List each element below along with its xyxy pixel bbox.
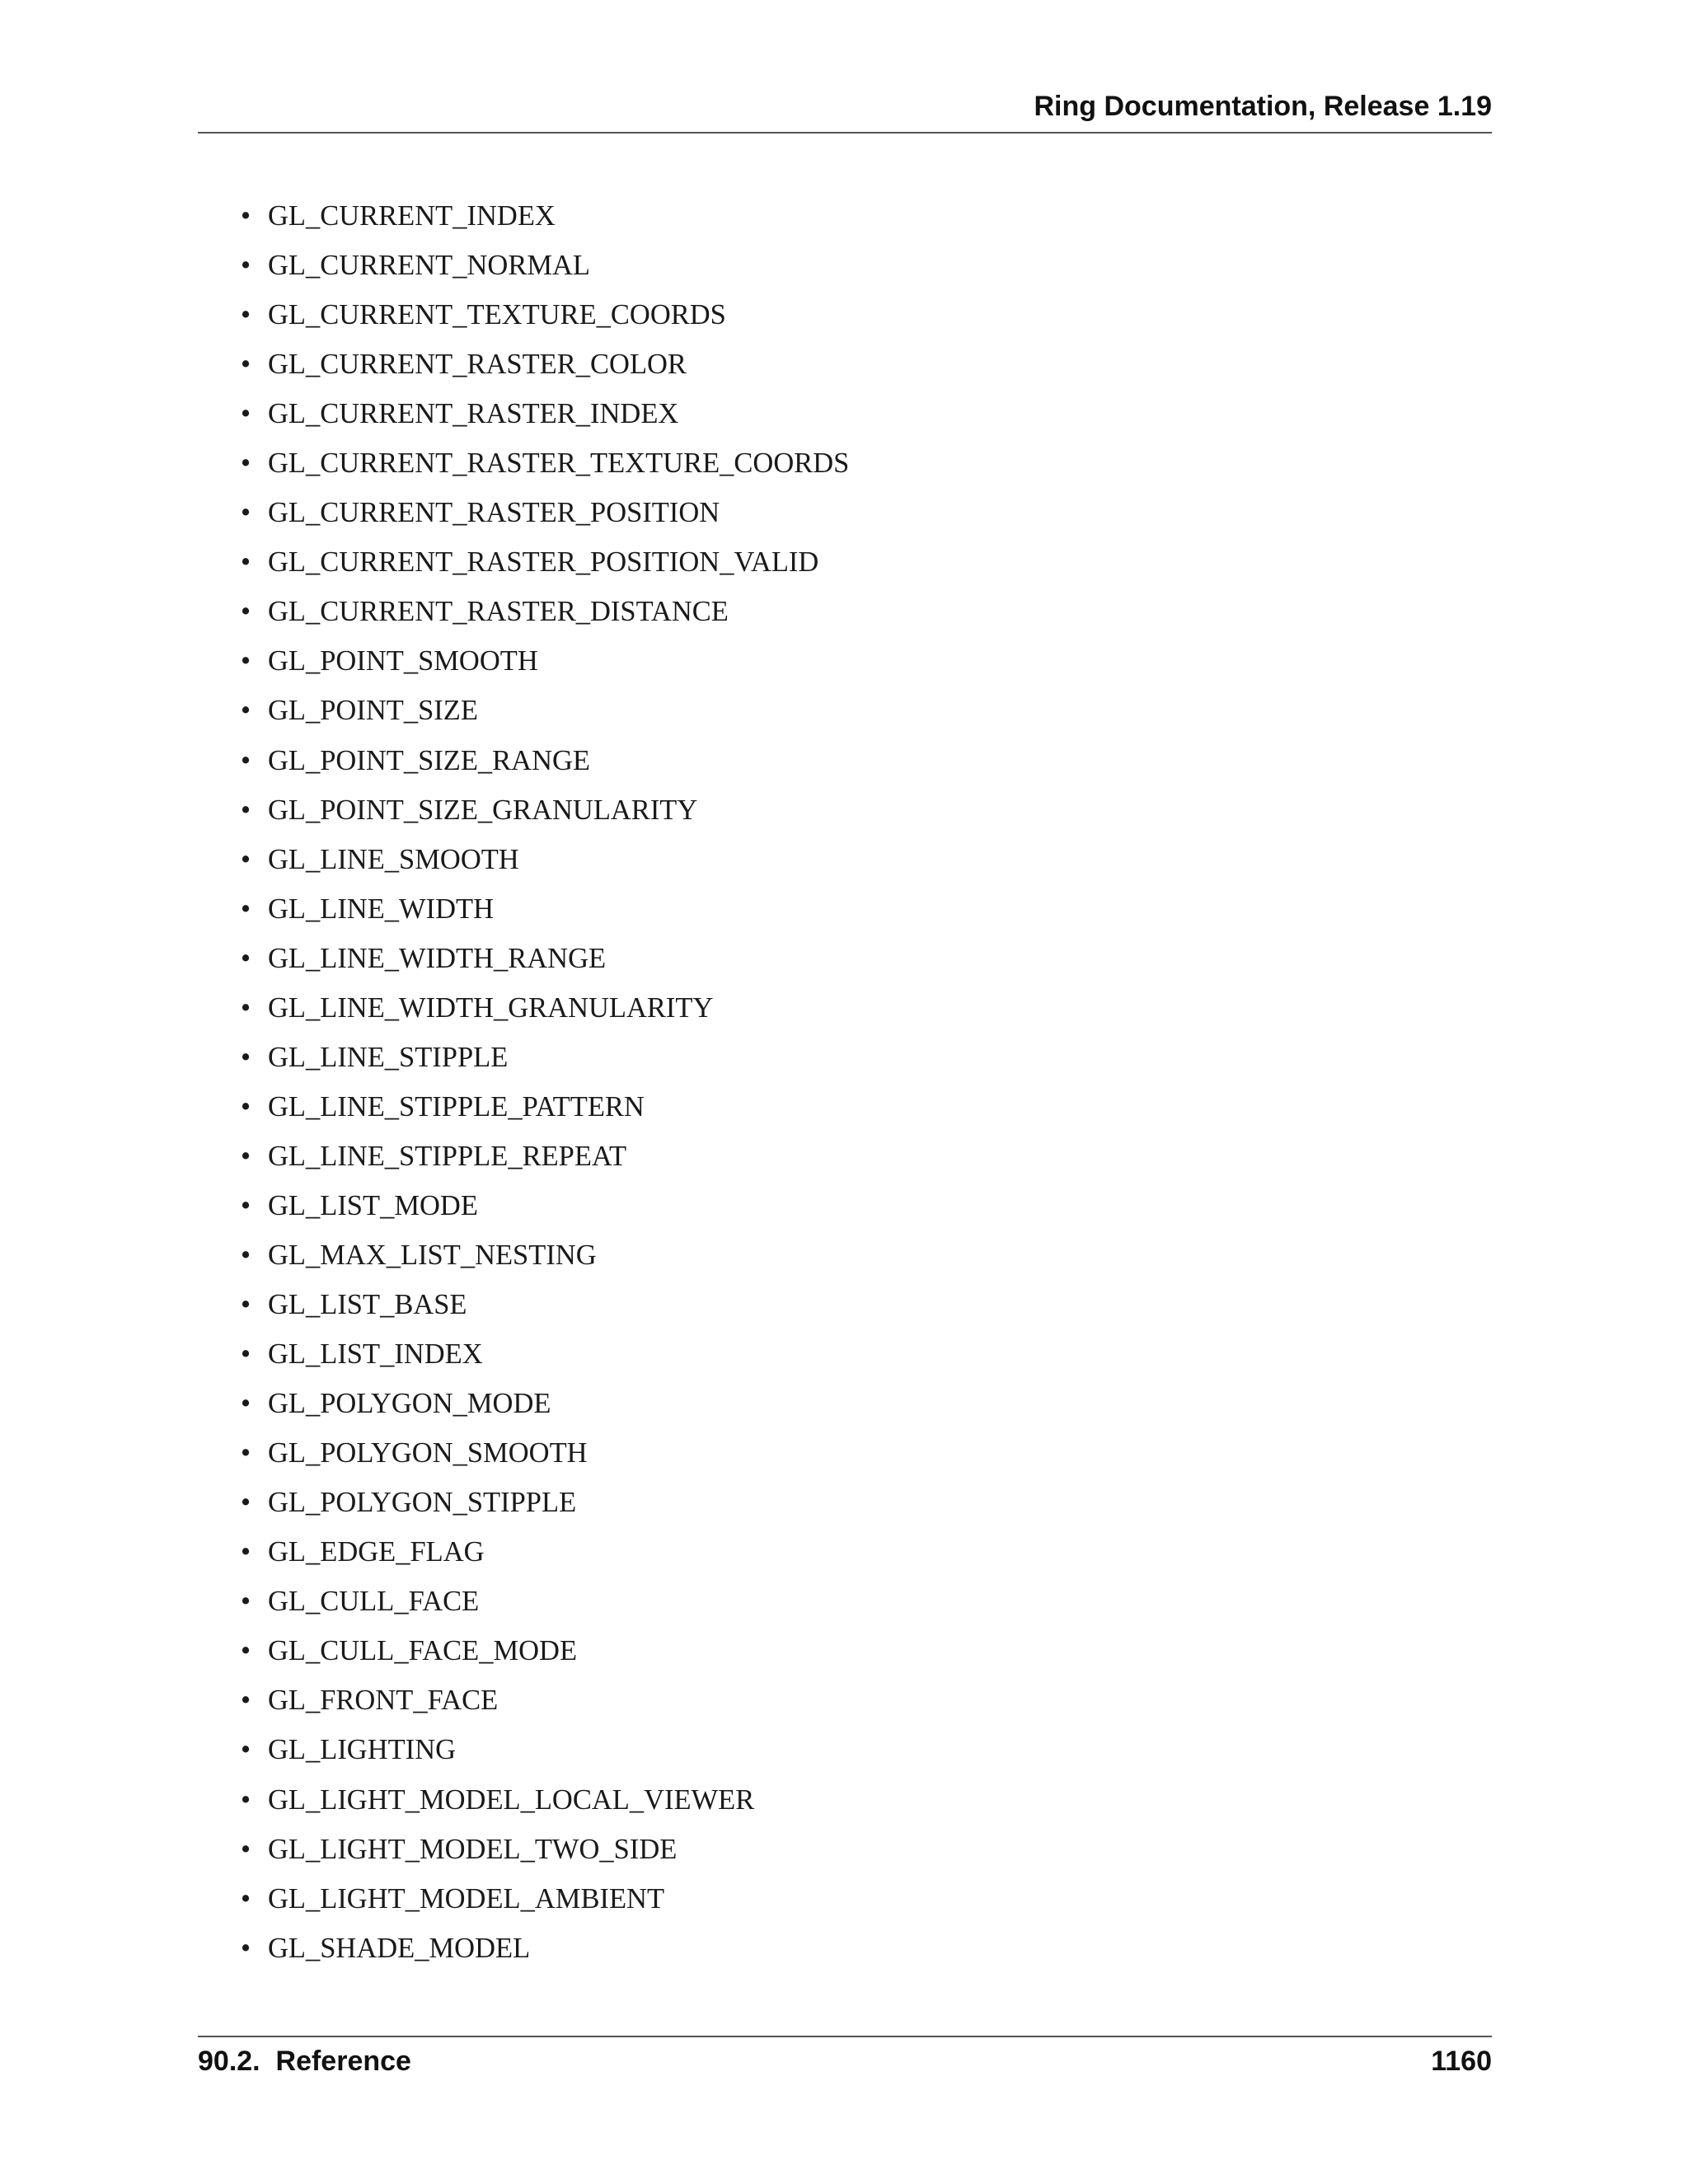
list-item-label: GL_LINE_SMOOTH: [268, 843, 519, 875]
list-item-label: GL_CURRENT_RASTER_TEXTURE_COORDS: [268, 448, 850, 480]
list-item-label: GL_CURRENT_RASTER_POSITION: [268, 497, 720, 529]
list-item-label: GL_SHADE_MODEL: [268, 1932, 531, 1964]
bullet-icon: •: [241, 645, 251, 677]
list-item-label: GL_POLYGON_SMOOTH: [268, 1437, 588, 1469]
list-item-label: GL_LIST_BASE: [268, 1289, 467, 1321]
bullet-icon: •: [241, 991, 251, 1024]
bullet-icon: •: [241, 1189, 251, 1221]
list-item-label: GL_CURRENT_TEXTURE_COORDS: [268, 299, 726, 331]
list-item-label: GL_CURRENT_NORMAL: [268, 250, 591, 282]
list-item-label: GL_POINT_SIZE_GRANULARITY: [268, 794, 698, 826]
list-item-label: GL_CULL_FACE_MODE: [268, 1635, 578, 1667]
bullet-icon: •: [241, 596, 251, 628]
list-item-label: GL_MAX_LIST_NESTING: [268, 1239, 597, 1271]
bullet-icon: •: [241, 1140, 251, 1172]
list-item-label: GL_LIST_MODE: [268, 1189, 478, 1221]
bullet-icon: •: [241, 1833, 251, 1865]
bullet-icon: •: [241, 497, 251, 529]
list-item-label: GL_CURRENT_RASTER_DISTANCE: [268, 596, 729, 628]
bullet-icon: •: [241, 1487, 251, 1519]
bullet-icon: •: [241, 1932, 251, 1964]
bullet-icon: •: [241, 695, 251, 727]
bullet-icon: •: [241, 1437, 251, 1469]
list-item-label: GL_POLYGON_STIPPLE: [268, 1487, 577, 1519]
bullet-icon: •: [241, 843, 251, 875]
bullet-icon: •: [241, 398, 251, 430]
bullet-icon: •: [241, 1338, 251, 1371]
bullet-icon: •: [241, 1239, 251, 1271]
list-item-label: GL_CULL_FACE: [268, 1586, 480, 1618]
page-header: [198, 89, 1492, 134]
bullet-icon: •: [241, 1536, 251, 1568]
list-item-label: GL_CURRENT_RASTER_COLOR: [268, 349, 687, 381]
bullet-icon: •: [241, 1882, 251, 1915]
page-number: 1160: [1431, 2046, 1492, 2077]
list-item-label: GL_LINE_WIDTH_GRANULARITY: [268, 991, 714, 1024]
bullet-icon: •: [241, 1635, 251, 1667]
list-item-label: GL_EDGE_FLAG: [268, 1536, 485, 1568]
bullet-icon: •: [241, 744, 251, 776]
list-item-label: GL_LIGHTING: [268, 1734, 457, 1766]
bullet-icon: •: [241, 349, 251, 381]
list-item-label: GL_POINT_SIZE: [268, 695, 478, 727]
list-item-label: GL_CURRENT_RASTER_POSITION_VALID: [268, 546, 819, 579]
list-item-label: GL_FRONT_FACE: [268, 1685, 499, 1717]
bullet-icon: •: [241, 546, 251, 579]
list-item-label: GL_CURRENT_INDEX: [268, 200, 556, 232]
list-item-label: GL_POINT_SIZE_RANGE: [268, 744, 590, 776]
list-item-label: GL_LIST_INDEX: [268, 1338, 483, 1371]
list-item-label: GL_POLYGON_MODE: [268, 1388, 551, 1420]
page-footer: [198, 2036, 1492, 2087]
bullet-icon: •: [241, 1734, 251, 1766]
bullet-icon: •: [241, 1685, 251, 1717]
section-reference: 90.2. Reference: [198, 2046, 411, 2077]
bullet-icon: •: [241, 299, 251, 331]
bullet-icon: •: [241, 942, 251, 974]
bullet-icon: •: [241, 1586, 251, 1618]
bullet-icon: •: [241, 1090, 251, 1122]
bullet-icon: •: [241, 1041, 251, 1073]
document-title: Ring Documentation, Release 1.19: [1034, 91, 1492, 122]
list-item-label: GL_LIGHT_MODEL_TWO_SIDE: [268, 1833, 678, 1865]
list-item-label: GL_LINE_STIPPLE_PATTERN: [268, 1090, 645, 1122]
list-item-label: GL_CURRENT_RASTER_INDEX: [268, 398, 679, 430]
list-item-label: GL_LINE_WIDTH: [268, 893, 494, 925]
bullet-icon: •: [241, 794, 251, 826]
bullet-icon: •: [241, 200, 251, 232]
bullet-icon: •: [241, 448, 251, 480]
list-item-label: GL_LIGHT_MODEL_LOCAL_VIEWER: [268, 1783, 755, 1816]
list-item-label: GL_LINE_STIPPLE: [268, 1041, 509, 1073]
list-item-label: GL_LINE_STIPPLE_REPEAT: [268, 1140, 627, 1172]
bullet-icon: •: [241, 250, 251, 282]
list-item-label: GL_POINT_SMOOTH: [268, 645, 538, 677]
list-item-label: GL_LINE_WIDTH_RANGE: [268, 942, 607, 974]
bullet-icon: •: [241, 893, 251, 925]
bullet-icon: •: [241, 1388, 251, 1420]
list-item-label: GL_LIGHT_MODEL_AMBIENT: [268, 1882, 665, 1915]
bullet-icon: •: [241, 1783, 251, 1816]
bullet-icon: •: [241, 1289, 251, 1321]
